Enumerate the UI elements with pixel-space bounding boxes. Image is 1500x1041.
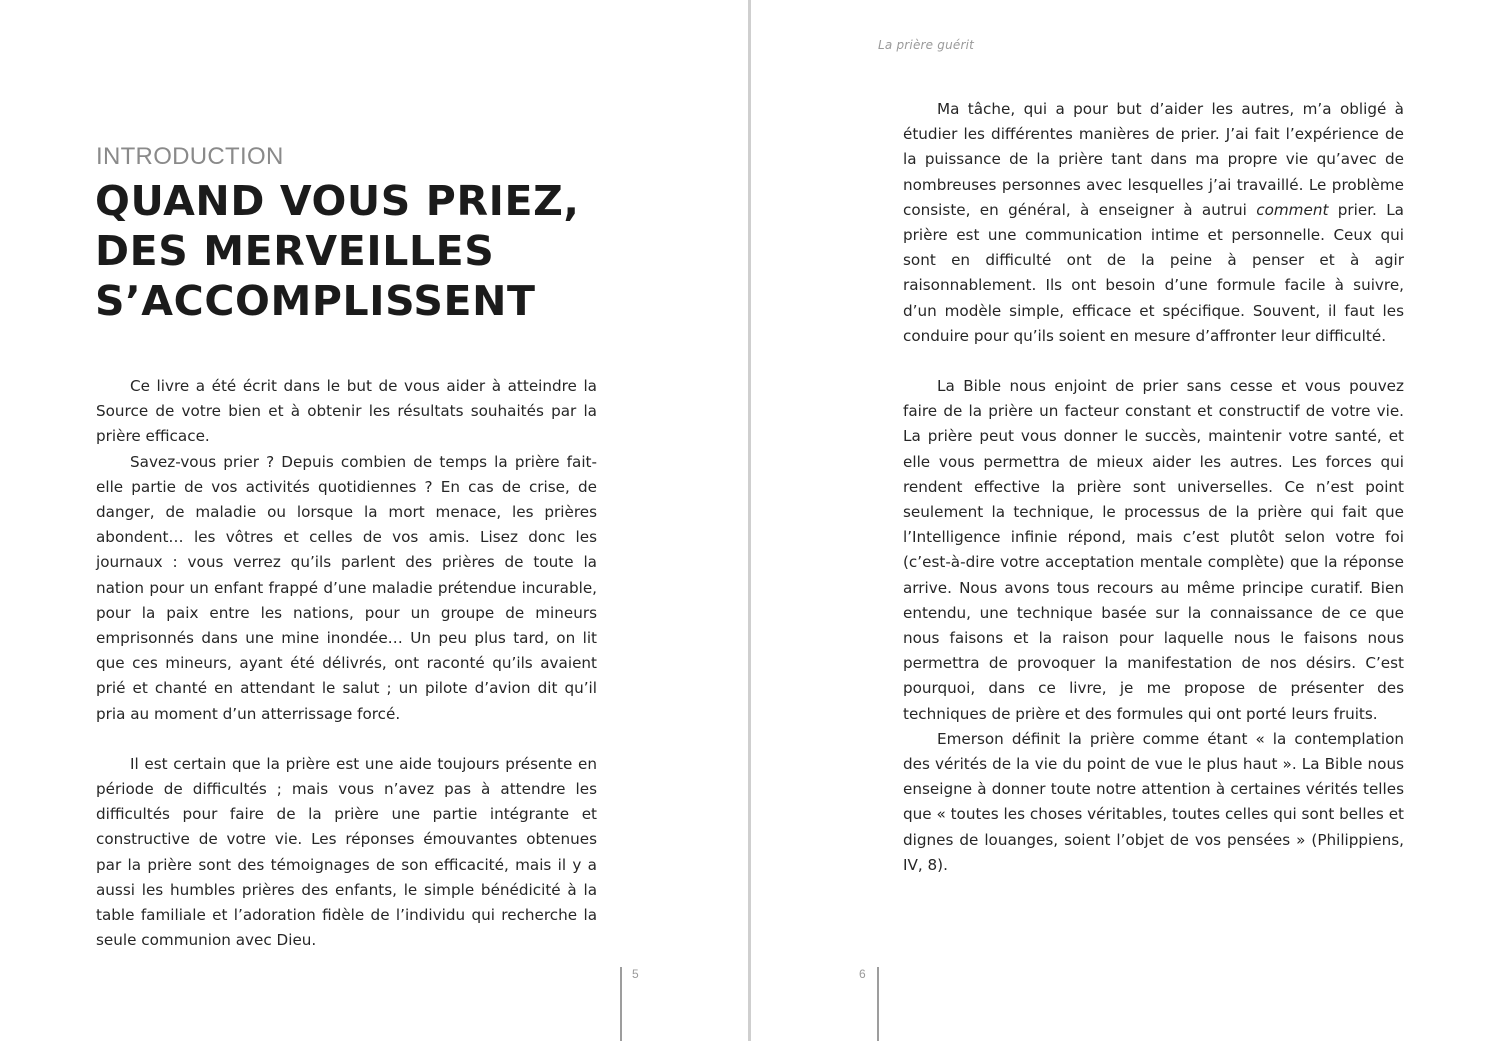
paragraph: Ce livre a été écrit dans le but de vous aider à atteindre la Source de votre bien et à obtenir les résultats souhaités par la prière efficace. (96, 377, 597, 446)
paragraph: Savez-vous prier ? Depuis combien de temps la prière fait-elle partie de vos activités quotidiennes ? En cas de crise, de danger, de maladie ou lorsque la mort menace, les prières abondent… les vôtres et celles de vos amis. Lisez donc les journaux : vous verrez qu’ils parlent des prières de toute la nation pour un enfant frappé d’une maladie prétendue incurable, pour la paix entre les nations, pour un groupe de mineurs emprisonnés dans une mine inondée… Un peu plus tard, on lit que ces mineurs, ayant été délivrés, ont raconté qu’ils avaient prié et chanté en attendant le salut ; un pilote d’avion dit qu’il pria au moment d’un atterrissage forcé. (96, 452, 597, 723)
left-page (0, 0, 748, 1041)
folio-rule (877, 967, 879, 1041)
emphasis-text: comment (1256, 200, 1329, 219)
left-body-text (96, 374, 597, 953)
chapter-title-line: QUAND VOUS PRIEZ, (95, 177, 580, 225)
chapter-title (95, 176, 655, 326)
chapter-label: INTRODUCTION (96, 143, 284, 170)
running-head: La prière guérit (878, 38, 975, 52)
paragraph-text: Ma tâche, qui a pour but d’aider les autres, m’a obligé à étudier les différentes manières de prier. J’ai fait l’expérience de la puissance de la prière tant dans ma propre vie qu’avec de nombreuses personnes avec lesquelles j’ai travaillé. Le problème consiste, en général, à enseigner à autrui (903, 100, 1404, 219)
paragraph: Emerson définit la prière comme étant « la contemplation des vérités de la vie du point de vue le plus haut ». La Bible nous enseigne à donner toute notre attention à certaines vérités telles que « toutes les choses véritables, toutes celles qui sont belles et dignes de louanges, soient l’objet de vos pensées » (Philippiens, IV, 8). (903, 729, 1404, 874)
paragraph: Il est certain que la prière est une aide toujours présente en période de difficultés ; mais vous n’avez pas à attendre les difficultés pour faire de la prière une partie intégrante et constructive de votre vie. Les réponses émouvantes obtenues par la prière sont des témoignages de son efficacité, mais il y a aussi les humbles prières des enfants, le simple bénédicité à la table familiale et l’adoration fidèle de l’individu qui recherche la seule communion avec Dieu. (96, 754, 597, 950)
chapter-title-line: DES MERVEILLES (95, 227, 495, 275)
page-number: 6 (859, 967, 866, 981)
page-number: 5 (632, 967, 639, 981)
right-page (751, 0, 1500, 1041)
paragraph (903, 97, 1404, 349)
folio-rule (620, 967, 622, 1041)
paragraph: La Bible nous enjoint de prier sans cesse et vous pouvez faire de la prière un facteur constant et constructif de votre vie. La prière peut vous donner le succès, maintenir votre santé, et elle vous permettra de mieux aider les autres. Les forces qui rendent effective la prière sont universelles. Ce n’est point seulement la technique, le processus de la prière qui fait que l’Intelligence infinie répond, mais c’est plutôt selon votre foi (c’est-à-dire votre acceptation mentale complète) que la réponse arrive. Nous avons tous recours au même principe curatif. Bien entendu, une technique basée sur la connaissance de ce que nous faisons et la raison pour laquelle nous le faisons nous permettra de provoquer la manifestation de nos désirs. C’est pourquoi, dans ce livre, je me propose de présenter des techniques de prière et des formules qui ont porté leurs fruits. (903, 377, 1404, 723)
chapter-title-line: S’ACCOMPLISSENT (95, 277, 536, 325)
right-body-text (903, 97, 1404, 878)
paragraph-text: prier. La prière est une communication intime et personnelle. Ceux qui sont en difficulté ont de la peine à penser et à agir raisonnablement. Ils ont besoin d’une formule facile à suivre, d’un modèle simple, efficace et spécifique. Souvent, il faut les conduire pour qu’ils soient en mesure d’affronter leur difficulté. (903, 200, 1404, 345)
